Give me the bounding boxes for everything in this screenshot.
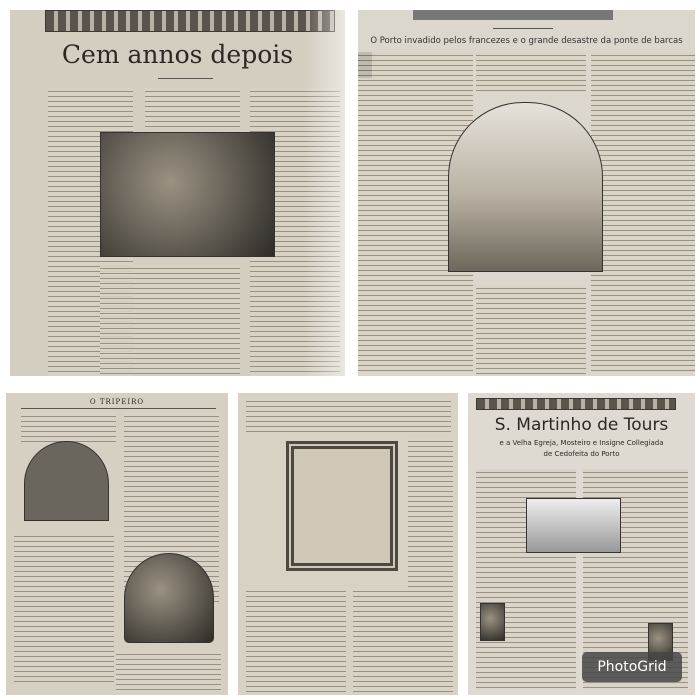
- article-subtitle: e a Velha Egreja, Mosteiro e Insigne Collegiada: [499, 439, 664, 447]
- arched-portal-illustration: [286, 441, 398, 571]
- divider: [21, 408, 216, 409]
- page-photo-cem-annos: [10, 10, 345, 376]
- church-illustration: [526, 498, 621, 553]
- gothic-arch-illustration: [24, 441, 109, 521]
- page-photo-portal: [238, 393, 458, 695]
- illustration-engraving: [100, 132, 275, 257]
- text-column: [476, 52, 586, 92]
- article-title: S. Martinho de Tours: [494, 415, 669, 435]
- article-title: Cem annos depois: [61, 40, 294, 69]
- text-column: [21, 413, 116, 443]
- ornamental-border: [45, 10, 335, 32]
- church-photograph: [448, 102, 603, 272]
- divider: [158, 78, 213, 79]
- text-column: [591, 52, 695, 372]
- cut-heading: [413, 10, 613, 20]
- text-column: [476, 285, 586, 375]
- capital-illustration: [480, 603, 505, 641]
- text-column: [408, 438, 453, 588]
- text-column: [246, 398, 451, 433]
- text-column: [100, 265, 240, 375]
- divider: [493, 28, 553, 29]
- text-column: [116, 651, 221, 691]
- tympanum-illustration: [124, 553, 214, 643]
- text-column: [246, 588, 346, 693]
- article-subtitle: O Porto invadido pelos francezes e o grande desastre da ponte de barcas: [370, 36, 683, 46]
- photogrid-watermark: PhotoGrid: [582, 652, 682, 682]
- text-column: [353, 588, 453, 693]
- ornamental-border: [476, 398, 676, 410]
- article-subtitle: de Cedofeita do Porto: [543, 450, 620, 458]
- page-photo-tripeiro: [6, 393, 228, 695]
- page-photo-s-martinho: [468, 393, 695, 695]
- text-column: [14, 533, 114, 683]
- magazine-header: O TRIPEIRO: [89, 398, 145, 406]
- page-photo-capella-taipas: [358, 10, 695, 376]
- text-column: [145, 88, 240, 128]
